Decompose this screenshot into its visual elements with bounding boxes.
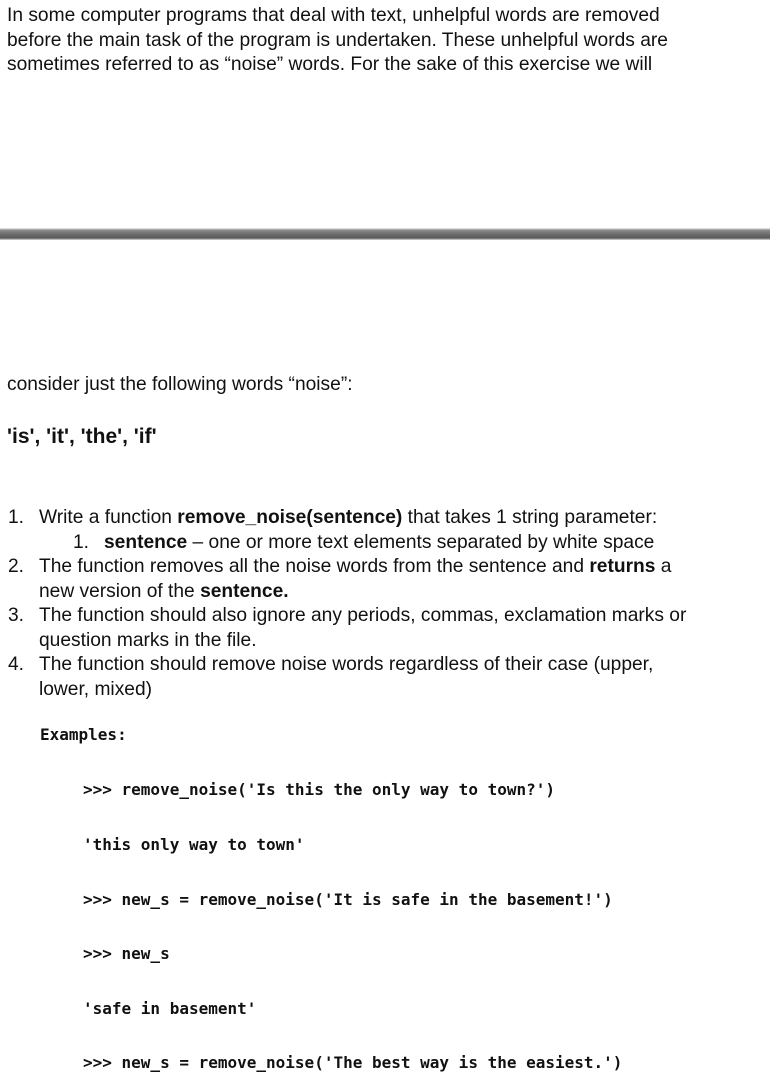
list-number: 1. (73, 531, 90, 553)
intro-line: before the main task of the program is undertaken. These unhelpful words are (7, 29, 668, 51)
list-number: 2. (8, 556, 25, 577)
list-item (0, 604, 770, 653)
parameter-name: sentence (104, 531, 188, 553)
list-item-text: Write a function remove_noise(sentence) that takes 1 string parameter: (39, 507, 658, 528)
list-item-text: question marks in the file. (39, 629, 257, 651)
list-number: 4. (8, 654, 25, 675)
consider-text: consider just the following words “noise”: (7, 374, 353, 395)
intro-line: In some computer programs that deal with text, unhelpful words are removed (7, 5, 660, 26)
list-item (0, 555, 770, 604)
list-item-text: The function should remove noise words regardless of their case (upper, (39, 654, 654, 675)
noise-words-list: 'is', 'it', 'the', 'if' (7, 425, 157, 448)
intro-paragraph (7, 4, 767, 78)
code-line: 'safe in basement' (83, 998, 257, 1018)
list-item-text: The function removes all the noise words from the sentence and returns a (39, 556, 672, 577)
instructions-list (0, 506, 770, 702)
list-item-text: The function should also ignore any periods, commas, exclamation marks or (39, 605, 687, 626)
list-number: 3. (8, 605, 25, 626)
code-examples (83, 745, 622, 1091)
function-signature: remove_noise(sentence) (177, 507, 403, 528)
list-item (0, 653, 770, 702)
list-item-text: new version of the sentence. (39, 580, 289, 602)
list-item-text: sentence – one or more text elements separated by white space (104, 531, 655, 553)
code-line: >>> new_s (83, 944, 170, 964)
page-break-divider (0, 228, 770, 240)
list-item-text: lower, mixed) (39, 678, 153, 700)
examples-heading: Examples: (40, 725, 127, 744)
code-line: >>> new_s = remove_noise('The best way is the easiest.') (83, 1053, 623, 1073)
code-line: >>> remove_noise('Is this the only way to town?') (83, 780, 556, 800)
code-line: 'this only way to town' (83, 835, 305, 855)
list-number: 1. (8, 507, 25, 528)
sub-list-item (0, 531, 770, 556)
intro-line: sometimes referred to as “noise” words. For the sake of this exercise we will (7, 54, 653, 75)
list-item (0, 506, 770, 531)
code-line: >>> new_s = remove_noise('It is safe in the basement!') (83, 889, 613, 909)
